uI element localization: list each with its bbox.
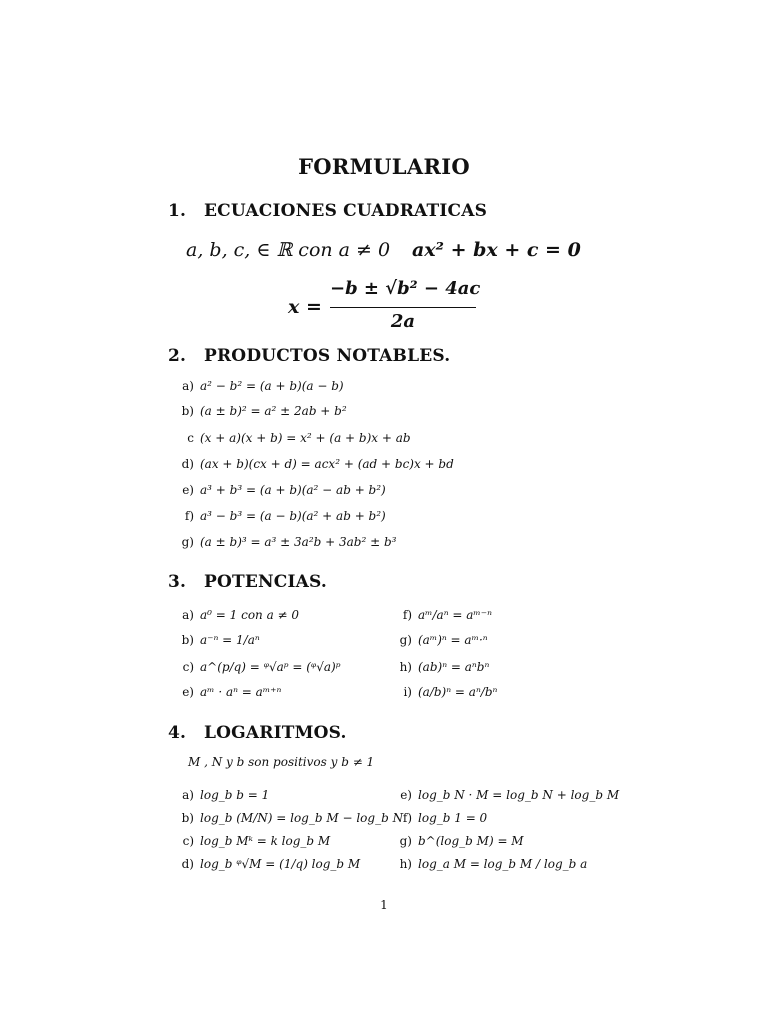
list-item: b) a⁻ⁿ = 1/aⁿ bbox=[181, 633, 260, 647]
fraction-bar bbox=[330, 307, 476, 308]
section-number: 3. bbox=[168, 572, 187, 592]
list-item: h) (ab)ⁿ = aⁿbⁿ bbox=[399, 660, 490, 674]
section-number: 2. bbox=[168, 346, 187, 366]
list-item: f) a³ − b³ = (a − b)(a² + ab + b²) bbox=[184, 509, 386, 523]
quadratic-formula bbox=[288, 278, 488, 338]
list-item: f) aᵐ/aⁿ = aᵐ⁻ⁿ bbox=[402, 608, 492, 622]
section-heading-logarithms bbox=[168, 723, 347, 743]
section-heading-quadratic bbox=[168, 201, 487, 221]
section-title: ECUACIONES CUADRATICAS bbox=[204, 201, 488, 221]
section-title: PRODUCTOS NOTABLES. bbox=[204, 346, 451, 366]
page-number: 1 bbox=[380, 898, 388, 912]
list-item: c) a^(p/q) = ᵠ√aᵖ = (ᵠ√a)ᵖ bbox=[182, 660, 341, 674]
list-item: h) log_a M = log_b M / log_b a bbox=[399, 857, 588, 871]
list-item: g) (aᵐ)ⁿ = aᵐ·ⁿ bbox=[399, 633, 488, 647]
list-item: g) (a ± b)³ = a³ ± 3a²b + 3ab² ± b³ bbox=[181, 535, 397, 549]
section-title: POTENCIAS. bbox=[204, 572, 328, 592]
list-item: c) log_b Mᵏ = k log_b M bbox=[182, 834, 331, 848]
formula-denominator: 2a bbox=[390, 311, 416, 332]
list-item: f) log_b 1 = 0 bbox=[402, 811, 488, 825]
quadratic-equation: ax² + bx + c = 0 bbox=[412, 239, 581, 261]
list-item: a) a² − b² = (a + b)(a − b) bbox=[182, 379, 344, 393]
list-item: c (x + a)(x + b) = x² + (a + b)x + ab bbox=[187, 431, 411, 445]
list-item: b) log_b (M/N) = log_b M − log_b N bbox=[181, 811, 404, 825]
list-item: d) log_b ᵠ√M = (1/q) log_b M bbox=[181, 857, 361, 871]
section-heading-powers bbox=[168, 572, 327, 592]
list-item: d) (ax + b)(cx + d) = acx² + (ad + bc)x + bd bbox=[181, 457, 454, 471]
list-item: g) b^(log_b M) = M bbox=[399, 834, 524, 848]
formula-numerator: −b ± √b² − 4ac bbox=[330, 278, 481, 299]
quadratic-condition: a, b, c, ∈ ℝ con a ≠ 0 bbox=[186, 239, 391, 261]
list-item: a) a⁰ = 1 con a ≠ 0 bbox=[182, 608, 300, 622]
list-item: e) a³ + b³ = (a + b)(a² − ab + b²) bbox=[182, 483, 386, 497]
list-item: i) (a/b)ⁿ = aⁿ/bⁿ bbox=[403, 685, 498, 699]
logarithm-note: M , N y b son positivos y b ≠ 1 bbox=[188, 755, 375, 769]
section-title: LOGARITMOS. bbox=[204, 723, 347, 743]
list-item: e) aᵐ · aⁿ = aᵐ⁺ⁿ bbox=[182, 685, 282, 699]
formula-lhs: x = bbox=[288, 296, 322, 318]
list-item: e) log_b N · M = log_b N + log_b M bbox=[400, 788, 620, 802]
section-number: 4. bbox=[168, 723, 187, 743]
page-title: FORMULARIO bbox=[298, 154, 470, 179]
section-heading-products bbox=[168, 346, 450, 366]
list-item: b) (a ± b)² = a² ± 2ab + b² bbox=[181, 404, 347, 418]
section-number: 1. bbox=[168, 201, 187, 221]
list-item: a) log_b b = 1 bbox=[182, 788, 270, 802]
